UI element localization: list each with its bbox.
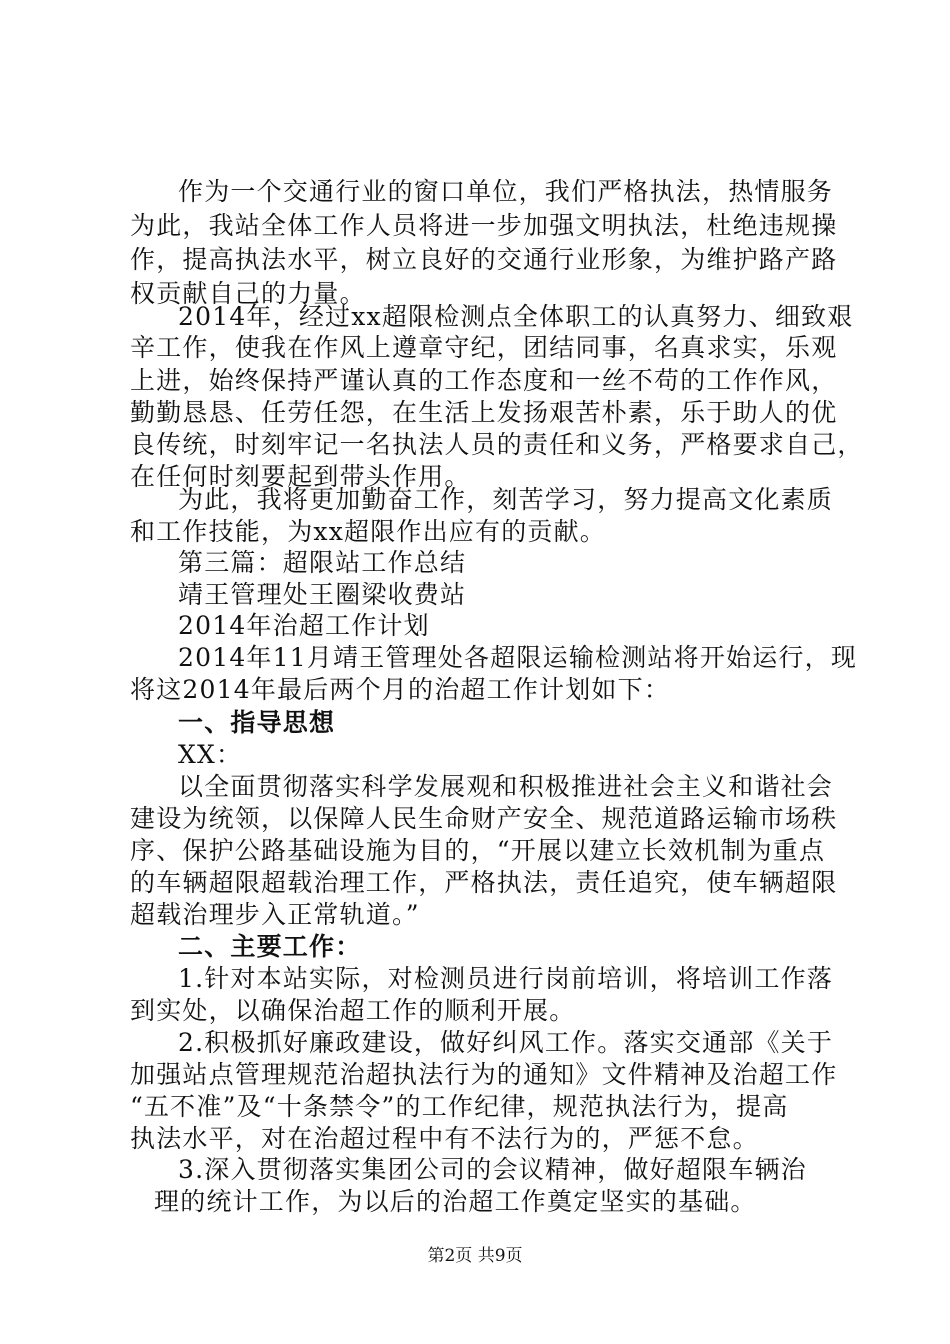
section-title: 第三篇：超限站工作总结 xyxy=(178,548,467,577)
heading-main-work: 二、主要工作： xyxy=(178,932,362,961)
paragraph-line: 作为一个交通行业的窗口单位，我们严格执法，热情服务 xyxy=(178,177,834,206)
paragraph-line: 上进，始终保持严谨认真的工作态度和一丝不苟的工作作风， xyxy=(130,366,838,395)
paragraph-line: 2014年11月靖王管理处各超限运输检测站将开始运行，现 xyxy=(178,643,858,672)
paragraph-line: 为此，我站全体工作人员将进一步加强文明执法，杜绝违规操 xyxy=(130,211,838,240)
station-name: 靖王管理处王圈梁收费站 xyxy=(178,580,467,609)
paragraph-line: 权贡献自己的力量。 xyxy=(130,279,366,308)
paragraph-line: 良传统，时刻牢记一名执法人员的责任和义务，严格要求自己， xyxy=(130,430,864,459)
paragraph-line: 3.深入贯彻落实集团公司的会议精神，做好超限车辆治 xyxy=(178,1155,807,1184)
plan-title: 2014年治超工作计划 xyxy=(178,611,430,640)
paragraph-line: 理的统计工作，为以后的治超工作奠定坚实的基础。 xyxy=(154,1187,757,1216)
paragraph-line: “五不准”及“十条禁令”的工作纪律，规范执法行为，提高 xyxy=(130,1092,789,1121)
paragraph-line: 2.积极抓好廉政建设，做好纠风工作。落实交通部《关于 xyxy=(178,1028,834,1057)
paragraph-line: 建设为统领，以保障人民生命财产安全、规范道路运输市场秩 xyxy=(130,804,838,833)
page-footer: 第2页 共9页 xyxy=(427,1246,523,1266)
paragraph-line: 以全面贯彻落实科学发展观和积极推进社会主义和谐社会 xyxy=(178,772,834,801)
paragraph-line: 辛工作，使我在作风上遵章守纪，团结同事，名真求实，乐观 xyxy=(130,333,838,362)
paragraph-line: 到实处，以确保治超工作的顺利开展。 xyxy=(130,996,576,1025)
paragraph-line: XX： xyxy=(178,740,243,769)
paragraph-line: 作，提高执法水平，树立良好的交通行业形象，为维护路产路 xyxy=(130,245,838,274)
paragraph-line: 勤勤恳恳、任劳任怨，在生活上发扬艰苦朴素，乐于助人的优 xyxy=(130,398,838,427)
paragraph-line: 2014年，经过xx超限检测点全体职工的认真努力、细致艰 xyxy=(178,302,854,331)
heading-guiding-ideology: 一、指导思想 xyxy=(178,708,336,737)
paragraph-line: 1.针对本站实际，对检测员进行岗前培训，将培训工作落 xyxy=(178,964,834,993)
paragraph-line: 将这2014年最后两个月的治超工作计划如下： xyxy=(130,675,671,704)
paragraph-line: 和工作技能，为xx超限作出应有的贡献。 xyxy=(130,517,606,546)
paragraph-line: 超载治理步入正常轨道。” xyxy=(130,900,420,929)
paragraph-line: 在任何时刻要起到带头作用。 xyxy=(130,462,471,491)
paragraph-line: 为此，我将更加勤奋工作，刻苦学习，努力提高文化素质 xyxy=(178,485,834,514)
paragraph-line: 序、保护公路基础设施为目的，“开展以建立长效机制为重点 xyxy=(130,836,826,865)
paragraph-line: 的车辆超限超载治理工作，严格执法，责任追究，使车辆超限 xyxy=(130,868,838,897)
paragraph-line: 执法水平，对在治超过程中有不法行为的，严惩不怠。 xyxy=(130,1124,759,1153)
paragraph-line: 加强站点管理规范治超执法行为的通知》文件精神及治超工作 xyxy=(130,1060,838,1089)
